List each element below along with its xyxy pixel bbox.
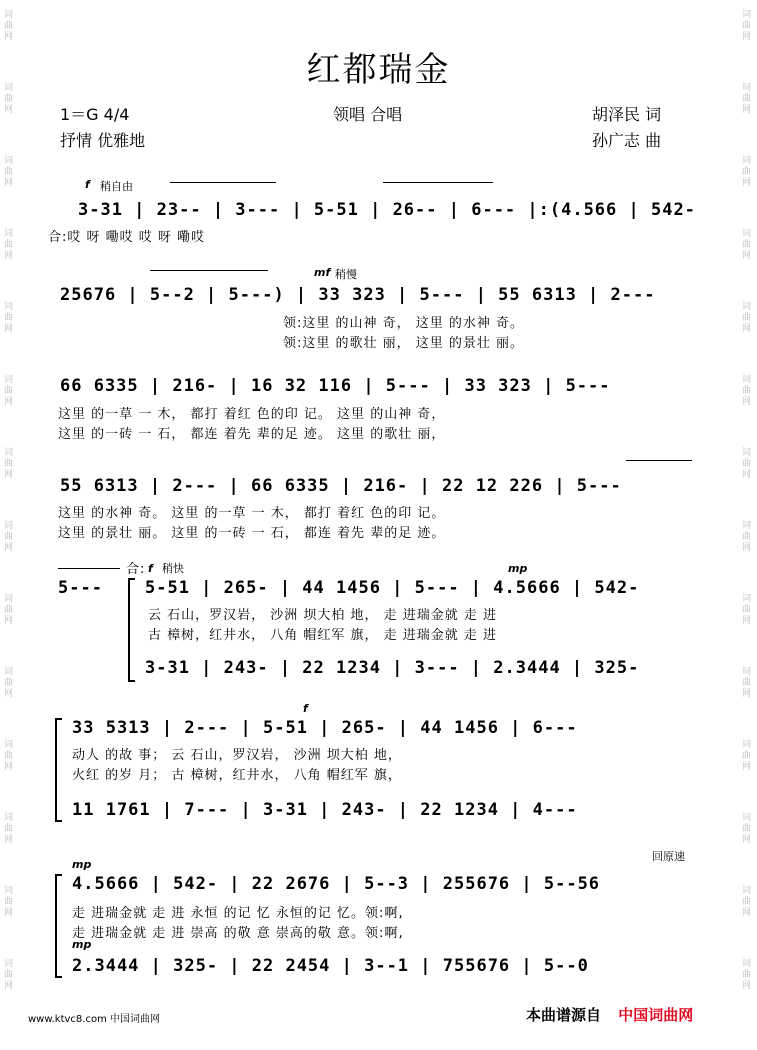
- dynamic-mark: f: [148, 562, 153, 575]
- dynamic-mark-mp: mp: [508, 562, 528, 575]
- dynamic-mark-mp: mp: [72, 858, 92, 871]
- lyric-line-2: 这里 的景壮 丽。 这里 的一砖 一 石， 都连 着先 辈的足 迹。: [58, 526, 446, 541]
- system-bracket: [128, 578, 135, 682]
- slur-line: [170, 182, 276, 183]
- watermark-left: 词曲网 词曲网 词曲网 词曲网 词曲网 词曲网 词曲网 词曲网 词曲网 词曲网 词曲网 词曲网 词曲网 词曲网: [4, 10, 14, 991]
- composer: 孙广志 曲: [592, 131, 662, 150]
- notation-top: 5-51 | 265- | 44 1456 | 5--- | 4.5666 | 542-: [145, 578, 640, 598]
- notation-line: 55 6313 | 2--- | 66 6335 | 216- | 22 12 226 | 5---: [60, 476, 622, 496]
- notation-line: 25676 | 5--2 | 5---) | 33 323 | 5--- | 55 6313 | 2---: [60, 285, 656, 305]
- lyric-line-1: 领:这里 的山神 奇， 这里 的水神 奇。: [283, 316, 525, 331]
- tempo-mark: 稍快: [162, 562, 184, 575]
- tempo-mark: 回原速: [652, 850, 685, 863]
- lyric-line-2: 这里 的一砖 一 石， 都连 着先 辈的足 迹。 这里 的歌壮 丽，: [58, 427, 446, 442]
- dynamic-mark: mf: [314, 266, 331, 279]
- lyric-line-2: 领:这里 的歌壮 丽， 这里 的景壮 丽。: [283, 336, 525, 351]
- notation-top: 4.5666 | 542- | 22 2676 | 5--3 | 255676 | 5--56: [72, 874, 601, 894]
- notation-line: 66 6335 | 216- | 16 32 116 | 5--- | 33 323 | 5---: [60, 376, 611, 396]
- notation-line: 3-31 | 23-- | 3--- | 5-51 | 26-- | 6--- |:(4.566 | 542-: [78, 200, 696, 220]
- song-title: 红都瑞金: [306, 50, 451, 90]
- expression: 抒情 优雅地: [60, 131, 146, 150]
- slur-line: [626, 460, 692, 461]
- system-bracket: [55, 718, 62, 822]
- lyric-line-1: 动人 的故 事； 云 石山，罗汉岩， 沙洲 坝大柏 地，: [72, 748, 402, 763]
- notation-top: 33 5313 | 2--- | 5-51 | 265- | 44 1456 | 6---: [72, 718, 578, 738]
- key-signature: 1＝G 4/4: [60, 105, 130, 124]
- dynamic-mark: f: [85, 178, 90, 191]
- footer-brand[interactable]: 中国词曲网: [618, 1006, 694, 1024]
- lyric-line-1: 这里 的一草 一 木， 都打 着红 色的印 记。 这里 的山神 奇，: [58, 407, 446, 422]
- lyric-line-2: 火红 的岁 月； 古 樟树，红井水， 八角 帽红军 旗，: [72, 768, 402, 783]
- lyric-line: 合:哎 呀 嘞哎 哎 呀 嘞哎: [48, 230, 206, 245]
- notation-bottom: 3-31 | 243- | 22 1234 | 3--- | 2.3444 | 325-: [145, 658, 640, 678]
- system-bracket: [55, 874, 62, 978]
- notation-bottom: 11 1761 | 7--- | 3-31 | 243- | 22 1234 | 4---: [72, 800, 578, 820]
- footer-site[interactable]: www.ktvc8.com 中国词曲网: [28, 1014, 161, 1025]
- watermark-right: 词曲网 词曲网 词曲网 词曲网 词曲网 词曲网 词曲网 词曲网 词曲网 词曲网 词曲网 词曲网 词曲网 词曲网: [742, 10, 752, 991]
- lead-note: 5---: [58, 578, 103, 598]
- lyric-line-1: 云 石山，罗汉岩， 沙洲 坝大柏 地， 走 进瑞金就 走 进: [148, 608, 498, 623]
- slur-line: [58, 568, 120, 569]
- chorus-label: 合:: [126, 562, 146, 577]
- footer-source: [526, 1004, 693, 1025]
- tempo-mark: 稍慢: [335, 268, 357, 281]
- tempo-mark: 稍自由: [100, 180, 133, 193]
- notation-bottom: 2.3444 | 325- | 22 2454 | 3--1 | 755676 | 5--0: [72, 956, 589, 976]
- performance-type: 领唱 合唱: [333, 105, 403, 124]
- footer-source-label: 本曲谱源自: [526, 1006, 602, 1024]
- lyric-line-2: 古 樟树，红井水， 八角 帽红军 旗， 走 进瑞金就 走 进: [148, 628, 498, 643]
- slur-line: [383, 182, 493, 183]
- lyric-line-1: 这里 的水神 奇。 这里 的一草 一 木， 都打 着红 色的印 记。: [58, 506, 446, 521]
- slur-line: [150, 270, 268, 271]
- dynamic-mark: f: [303, 702, 308, 715]
- lyric-line-1: 走 进瑞金就 走 进 永恒 的记 忆 永恒的记 忆。领:啊,: [72, 906, 404, 921]
- dynamic-mark-mp-bottom: mp: [72, 938, 92, 951]
- lyric-line-2: 走 进瑞金就 走 进 崇高 的敬 意 崇高的敬 意。领:啊,: [72, 926, 404, 941]
- lyricist: 胡泽民 词: [592, 105, 662, 124]
